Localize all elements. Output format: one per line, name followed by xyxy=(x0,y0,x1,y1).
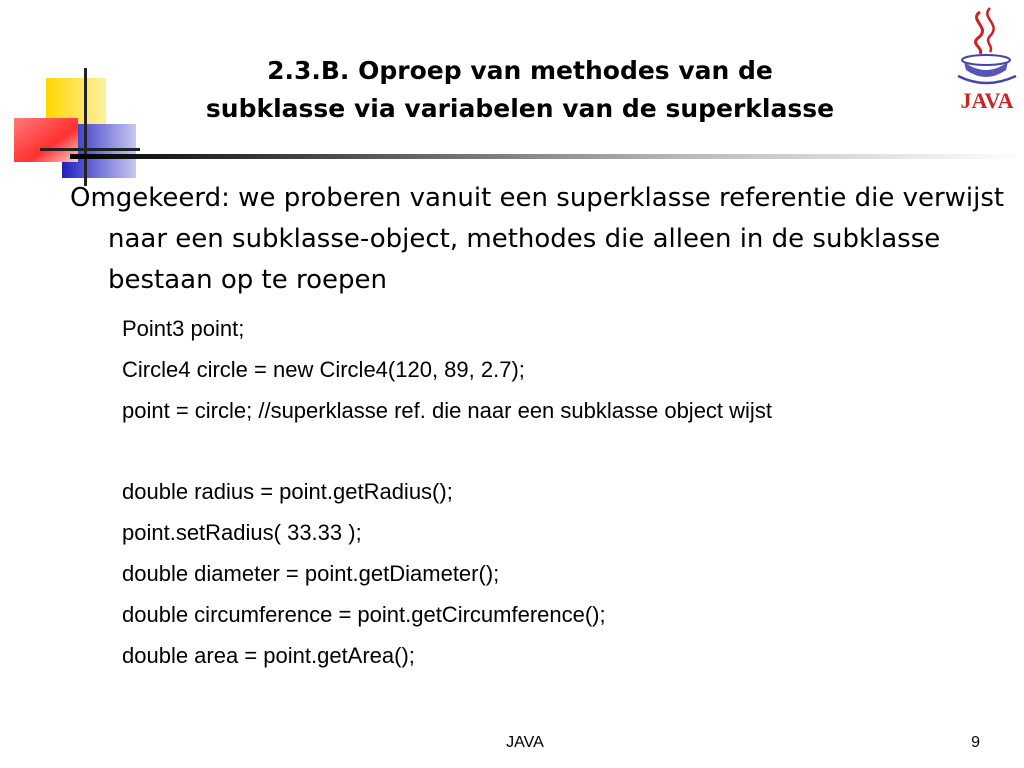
java-logo xyxy=(950,4,1024,114)
code-line: double area = point.getArea(); xyxy=(122,643,415,668)
code-block xyxy=(122,308,1002,676)
code-line: Circle4 circle = new Circle4(120, 89, 2.7); xyxy=(122,357,525,382)
intro-paragraph: Omgekeerd: we proberen vanuit een superklasse referentie die verwijst naar een subklasse-object, methodes die alleen in de subklasse bestaan op te roepen xyxy=(70,183,1005,295)
vertical-line xyxy=(84,68,87,186)
code-line: double radius = point.getRadius(); xyxy=(122,479,453,504)
saucer-icon xyxy=(958,76,1016,83)
code-line: double diameter = point.getDiameter(); xyxy=(122,561,500,586)
code-line-blank xyxy=(122,431,1002,471)
slide-title xyxy=(120,52,920,128)
steam-swirl-icon xyxy=(987,8,993,52)
code-line: point = circle; //superklasse ref. die naar een subklasse object wijst xyxy=(122,398,772,423)
code-line: double circumference = point.getCircumference(); xyxy=(122,602,606,627)
steam-swirl-icon xyxy=(975,12,982,54)
horizontal-line xyxy=(40,148,140,151)
title-line-1: 2.3.B. Oproep van methodes van de xyxy=(267,56,773,85)
code-line: Point3 point; xyxy=(122,316,245,341)
red-square xyxy=(14,118,78,162)
cup-rim xyxy=(962,55,1010,65)
title-line-2: subklasse via variabelen van de superklasse xyxy=(205,94,835,123)
slide-number: 9 xyxy=(971,734,980,751)
logo-text: JAVA xyxy=(960,88,1014,113)
code-line: point.setRadius( 33.33 ); xyxy=(122,520,362,545)
title-underline xyxy=(70,154,1024,159)
footer-label: JAVA xyxy=(506,734,544,751)
corner-decoration xyxy=(0,0,140,190)
